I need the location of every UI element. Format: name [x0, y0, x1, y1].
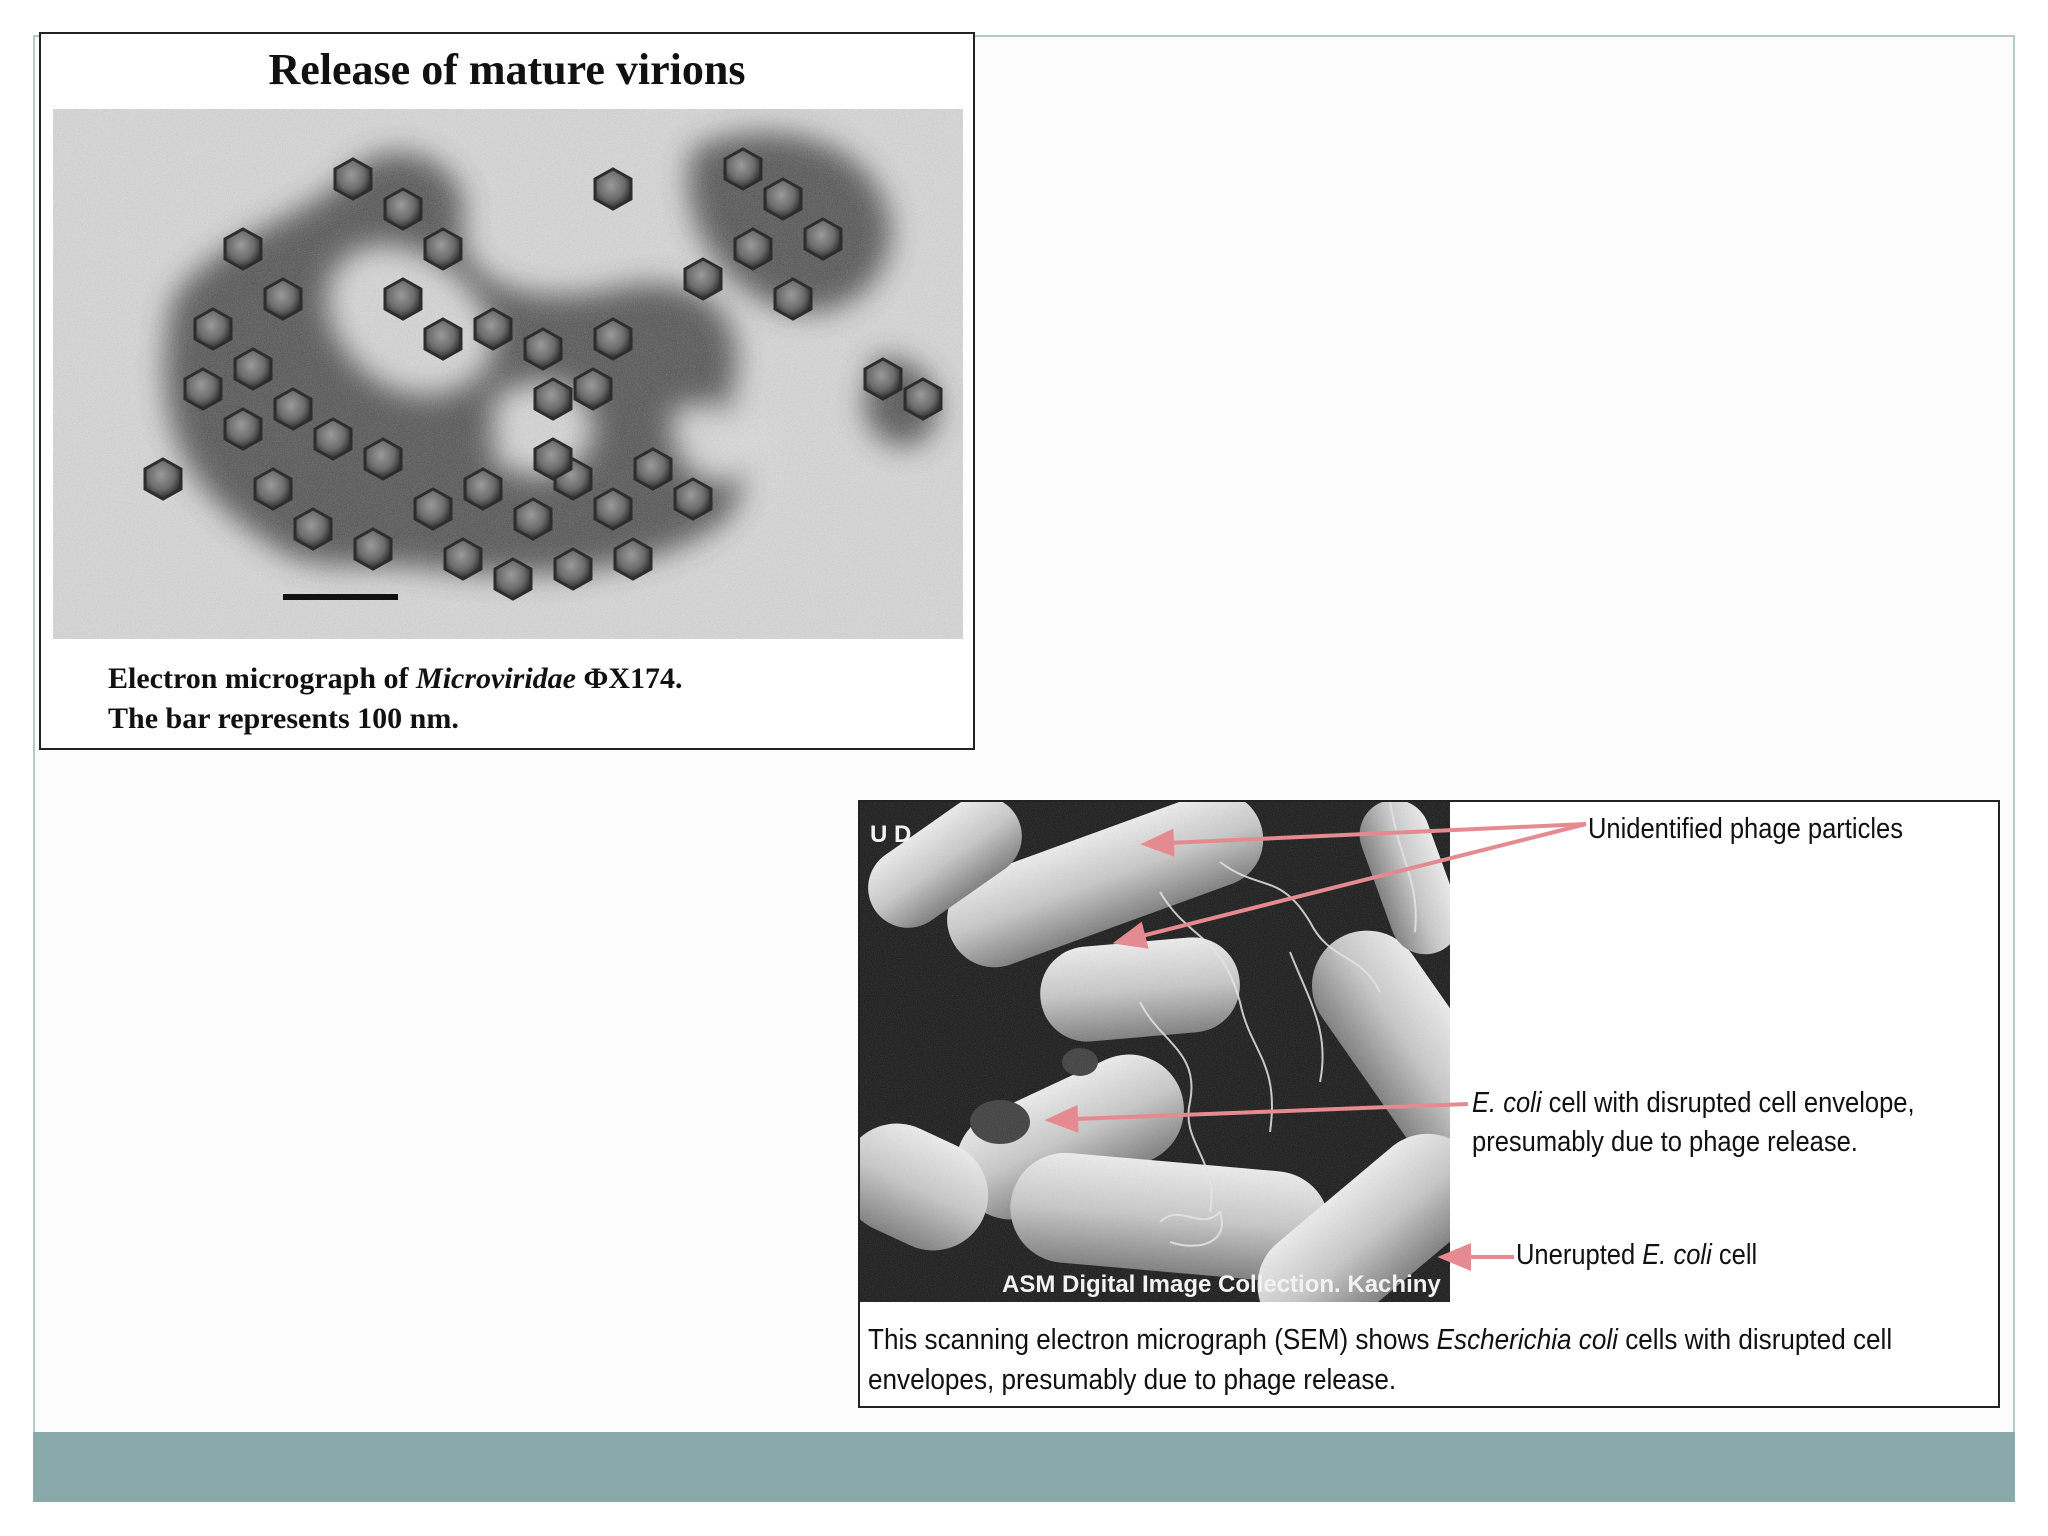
figure-title: Release of mature virions: [268, 45, 746, 94]
sem-corner-mark: U D: [870, 821, 912, 848]
caption-species: Escherichia coli: [1436, 1324, 1618, 1356]
label-text-line2: presumably due to phage release.: [1472, 1126, 1858, 1158]
sem-figure-ecoli: [858, 800, 2000, 1408]
label-text: Unerupted: [1516, 1239, 1643, 1271]
caption-text-line2: envelopes, presumably due to phage release.: [868, 1364, 1397, 1396]
label-unerupted-cell: [1516, 1236, 1757, 1275]
label-text: cell with disrupted cell envelope,: [1541, 1087, 1915, 1119]
caption-text: cells with disrupted cell: [1617, 1324, 1893, 1356]
caption-phage-name: ΦX174.: [576, 662, 683, 695]
electron-micrograph-image: [53, 109, 963, 639]
sem-caption: [868, 1320, 1892, 1400]
caption-text: This scanning electron micrograph (SEM) shows: [868, 1324, 1437, 1356]
label-species: E. coli: [1472, 1087, 1542, 1119]
caption-scale-note: The bar represents 100 nm.: [108, 702, 459, 735]
label-text: cell: [1711, 1239, 1758, 1271]
scanning-electron-micrograph-image: [860, 802, 1450, 1302]
image-credit-watermark: ASM Digital Image Collection. Kachiny: [1002, 1271, 1441, 1298]
footer-bar: [33, 1432, 2015, 1502]
caption-text: Electron micrograph of: [108, 662, 417, 695]
label-disrupted-cell: [1472, 1084, 1915, 1162]
caption-genus: Microviridae: [416, 662, 576, 695]
label-phage-particles: Unidentified phage particles: [1588, 813, 1903, 845]
figure-caption: [108, 659, 683, 739]
micrograph-figure-phix174: [39, 32, 975, 750]
label-species: E. coli: [1642, 1239, 1712, 1271]
